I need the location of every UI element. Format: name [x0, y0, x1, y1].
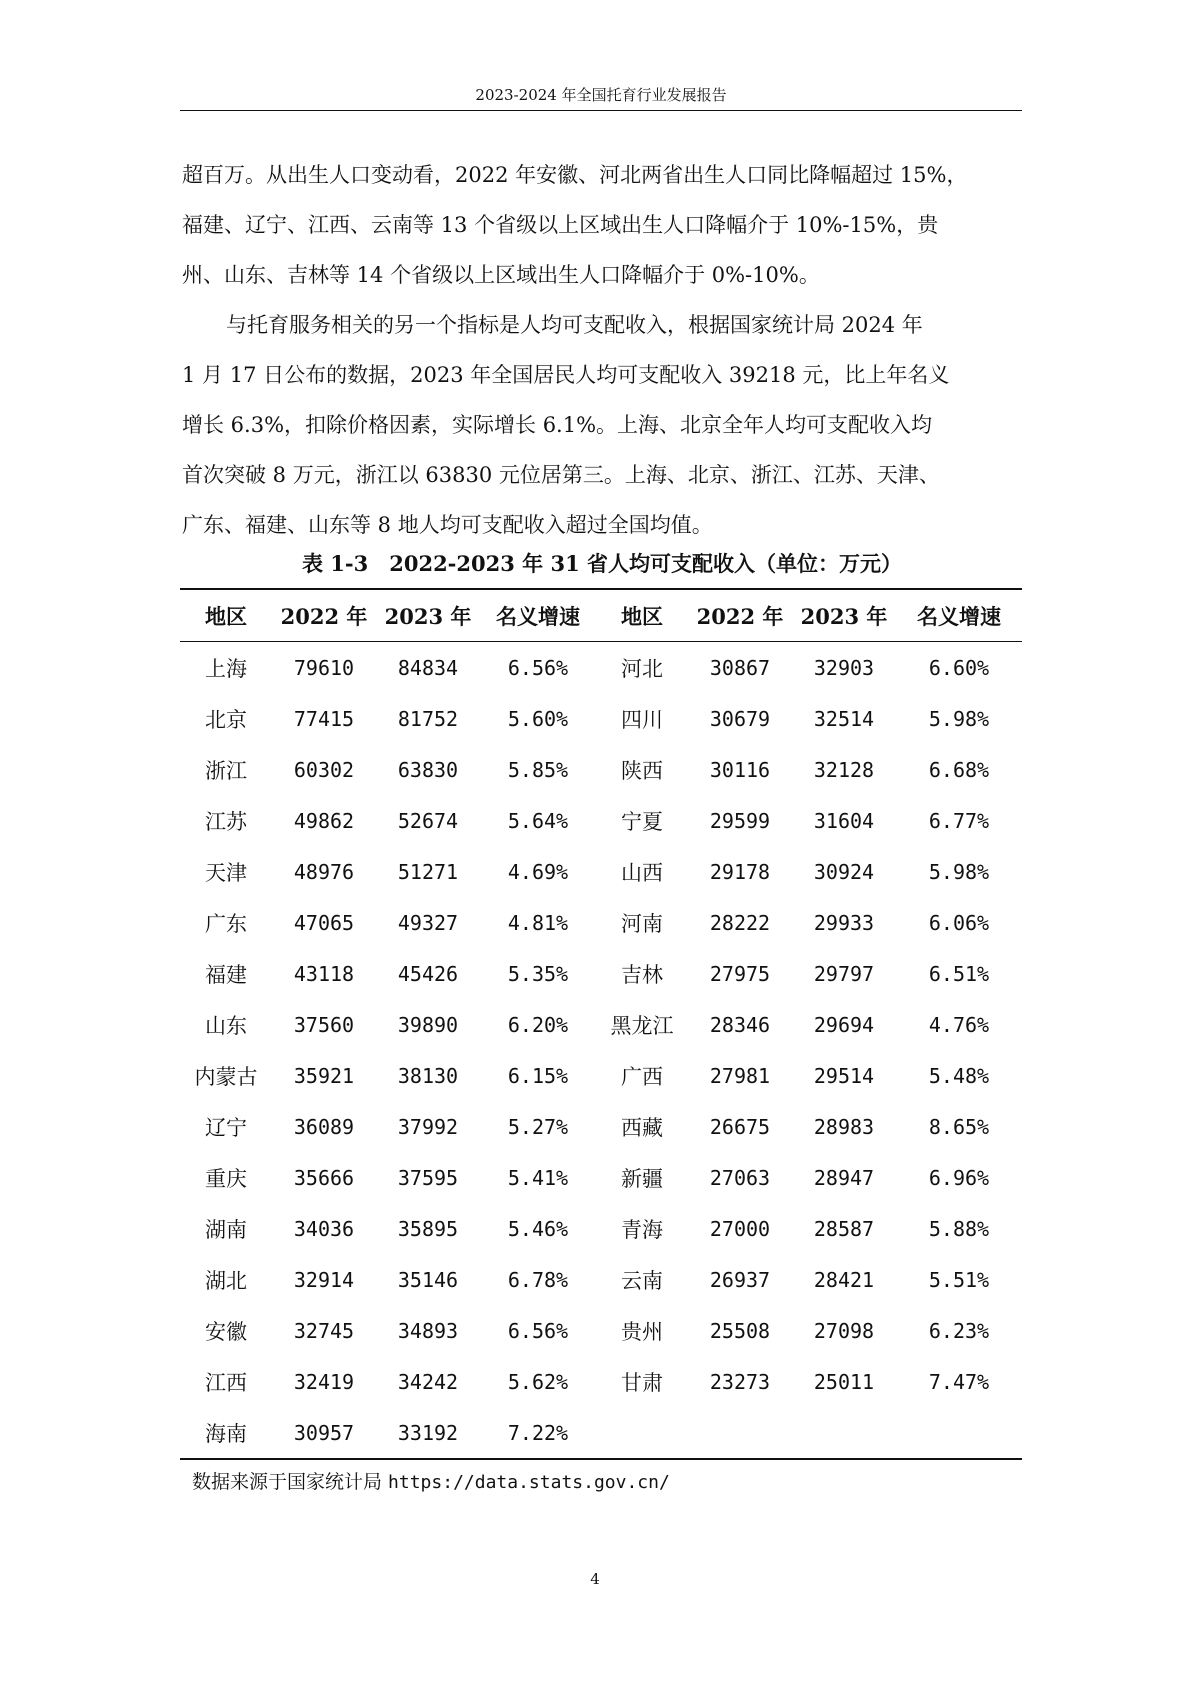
growth-rate-cell: 6.56%	[507, 1318, 569, 1343]
region-cell: 内蒙古	[194, 1064, 258, 1089]
column-header: 地区	[621, 603, 663, 629]
table-row	[180, 1203, 1022, 1254]
income-cell: 35146	[397, 1267, 459, 1292]
table-header-row	[180, 589, 1022, 642]
table-row	[180, 744, 1022, 795]
income-cell: 26937	[709, 1267, 771, 1292]
column-header: 2022 年	[696, 603, 784, 629]
income-cell: 84834	[397, 655, 459, 680]
region-cell: 宁夏	[621, 809, 663, 834]
region-cell: 浙江	[205, 758, 247, 783]
region-cell: 辽宁	[205, 1115, 247, 1140]
table-row	[180, 693, 1022, 744]
income-cell: 34036	[293, 1216, 355, 1241]
text-line: 州、山东、吉林等 14 个省级以上区域出生人口降幅介于 0%-10%。	[182, 263, 820, 287]
column-header: 名义增速	[496, 603, 580, 629]
income-cell: 35666	[293, 1165, 355, 1190]
income-cell: 39890	[397, 1012, 459, 1037]
page-number: 4	[590, 1570, 600, 1588]
region-cell: 甘肃	[621, 1370, 663, 1395]
income-cell: 38130	[397, 1063, 459, 1088]
income-cell: 34893	[397, 1318, 459, 1343]
growth-rate-cell: 5.41%	[507, 1165, 569, 1190]
text-line: 1 月 17 日公布的数据，2023 年全国居民人均可支配收入 39218 元，比上年名义	[182, 363, 950, 387]
growth-rate-cell: 6.78%	[507, 1267, 569, 1292]
income-cell: 30957	[293, 1420, 355, 1445]
income-cell: 29694	[813, 1012, 875, 1037]
income-cell: 28222	[709, 910, 771, 935]
region-cell: 河南	[621, 911, 663, 936]
paragraph-birth-population	[182, 150, 1022, 300]
region-cell: 新疆	[621, 1166, 663, 1191]
income-cell	[792, 1407, 896, 1459]
table-row	[180, 1407, 1022, 1459]
column-header: 地区	[205, 603, 247, 629]
growth-rate-cell: 5.62%	[507, 1369, 569, 1394]
growth-rate-cell: 6.23%	[928, 1318, 990, 1343]
region-cell	[596, 1407, 688, 1459]
table-row	[180, 999, 1022, 1050]
growth-rate-cell: 4.69%	[507, 859, 569, 884]
region-cell: 贵州	[621, 1319, 663, 1344]
income-cell: 30867	[709, 655, 771, 680]
income-cell: 28587	[813, 1216, 875, 1241]
income-cell: 32745	[293, 1318, 355, 1343]
region-cell: 山东	[205, 1013, 247, 1038]
income-cell: 32514	[813, 706, 875, 731]
income-cell: 27981	[709, 1063, 771, 1088]
income-cell: 26675	[709, 1114, 771, 1139]
region-cell: 重庆	[205, 1166, 247, 1191]
region-cell: 江苏	[205, 809, 247, 834]
growth-rate-cell: 5.60%	[507, 706, 569, 731]
income-cell: 27098	[813, 1318, 875, 1343]
region-cell: 陕西	[621, 758, 663, 783]
region-cell: 海南	[205, 1421, 247, 1446]
growth-rate-cell: 5.27%	[507, 1114, 569, 1139]
income-cell: 77415	[293, 706, 355, 731]
income-cell: 51271	[397, 859, 459, 884]
growth-rate-cell: 6.68%	[928, 757, 990, 782]
income-cell: 27000	[709, 1216, 771, 1241]
table-row	[180, 1305, 1022, 1356]
growth-rate-cell: 7.47%	[928, 1369, 990, 1394]
growth-rate-cell	[896, 1407, 1022, 1459]
column-header: 2023 年	[384, 603, 472, 629]
income-cell: 34242	[397, 1369, 459, 1394]
body-text	[182, 150, 1022, 550]
income-cell: 28346	[709, 1012, 771, 1037]
income-cell: 60302	[293, 757, 355, 782]
income-cell: 30116	[709, 757, 771, 782]
income-cell: 48976	[293, 859, 355, 884]
income-cell: 23273	[709, 1369, 771, 1394]
growth-rate-cell: 5.46%	[507, 1216, 569, 1241]
income-cell: 47065	[293, 910, 355, 935]
text-line: 福建、辽宁、江西、云南等 13 个省级以上区域出生人口降幅介于 10%-15%，贵	[182, 213, 939, 237]
income-cell: 63830	[397, 757, 459, 782]
income-cell: 45426	[397, 961, 459, 986]
text-line: 超百万。从出生人口变动看，2022 年安徽、河北两省出生人口同比降幅超过 15%，	[182, 163, 968, 187]
region-cell: 江西	[205, 1370, 247, 1395]
growth-rate-cell: 5.98%	[928, 859, 990, 884]
text-line: 广东、福建、山东等 8 地人均可支配收入超过全国均值。	[182, 513, 713, 537]
table-row	[180, 1152, 1022, 1203]
growth-rate-cell: 5.64%	[507, 808, 569, 833]
income-cell: 28947	[813, 1165, 875, 1190]
region-cell: 西藏	[621, 1115, 663, 1140]
paragraph-disposable-income	[182, 300, 1022, 550]
income-cell: 49862	[293, 808, 355, 833]
growth-rate-cell: 5.51%	[928, 1267, 990, 1292]
table-row	[180, 642, 1022, 694]
income-cell: 31604	[813, 808, 875, 833]
income-cell: 25508	[709, 1318, 771, 1343]
income-cell: 37560	[293, 1012, 355, 1037]
growth-rate-cell: 6.56%	[507, 655, 569, 680]
text-line: 与托育服务相关的另一个指标是人均可支配收入，根据国家统计局 2024 年	[226, 313, 923, 337]
growth-rate-cell: 6.20%	[507, 1012, 569, 1037]
table-row	[180, 1101, 1022, 1152]
income-cell: 79610	[293, 655, 355, 680]
growth-rate-cell: 5.35%	[507, 961, 569, 986]
income-cell	[688, 1407, 792, 1459]
region-cell: 黑龙江	[610, 1013, 674, 1038]
region-cell: 湖北	[205, 1268, 247, 1293]
region-cell: 安徽	[205, 1319, 247, 1344]
region-cell: 上海	[205, 656, 247, 681]
table-row	[180, 1254, 1022, 1305]
growth-rate-cell: 5.88%	[928, 1216, 990, 1241]
region-cell: 福建	[205, 962, 247, 987]
income-cell: 28983	[813, 1114, 875, 1139]
running-header: 2023-2024 年全国托育行业发展报告	[475, 86, 727, 104]
income-cell: 37992	[397, 1114, 459, 1139]
text-line: 首次突破 8 万元，浙江以 63830 元位居第三。上海、北京、浙江、江苏、天津、	[182, 463, 940, 487]
income-cell: 29178	[709, 859, 771, 884]
income-cell: 37595	[397, 1165, 459, 1190]
growth-rate-cell: 8.65%	[928, 1114, 990, 1139]
table-row	[180, 1050, 1022, 1101]
income-cell: 30679	[709, 706, 771, 731]
growth-rate-cell: 5.98%	[928, 706, 990, 731]
growth-rate-cell: 6.96%	[928, 1165, 990, 1190]
income-cell: 81752	[397, 706, 459, 731]
column-header: 名义增速	[917, 603, 1001, 629]
growth-rate-cell: 6.15%	[507, 1063, 569, 1088]
table-row	[180, 795, 1022, 846]
header-rule	[180, 110, 1022, 111]
growth-rate-cell: 6.51%	[928, 961, 990, 986]
growth-rate-cell: 4.76%	[928, 1012, 990, 1037]
table-row	[180, 948, 1022, 999]
growth-rate-cell: 7.22%	[507, 1420, 569, 1445]
source-url: https://data.stats.gov.cn/	[388, 1472, 670, 1493]
income-cell: 27975	[709, 961, 771, 986]
growth-rate-cell: 6.77%	[928, 808, 990, 833]
income-cell: 30924	[813, 859, 875, 884]
growth-rate-cell: 5.48%	[928, 1063, 990, 1088]
region-cell: 四川	[621, 707, 663, 732]
income-cell: 49327	[397, 910, 459, 935]
region-cell: 北京	[205, 707, 247, 732]
income-cell: 29933	[813, 910, 875, 935]
income-table-wrapper	[180, 588, 1022, 1460]
income-cell: 33192	[397, 1420, 459, 1445]
growth-rate-cell: 6.60%	[928, 655, 990, 680]
table-body	[180, 642, 1022, 1460]
income-cell: 32903	[813, 655, 875, 680]
income-cell: 27063	[709, 1165, 771, 1190]
source-label: 数据来源于国家统计局	[192, 1471, 389, 1493]
growth-rate-cell: 4.81%	[507, 910, 569, 935]
income-cell: 35921	[293, 1063, 355, 1088]
text-line: 增长 6.3%，扣除价格因素，实际增长 6.1%。上海、北京全年人均可支配收入均	[182, 413, 933, 437]
growth-rate-cell: 5.85%	[507, 757, 569, 782]
income-cell: 29599	[709, 808, 771, 833]
income-table	[180, 588, 1022, 1460]
column-header: 2022 年	[280, 603, 368, 629]
table-row	[180, 846, 1022, 897]
table-row	[180, 897, 1022, 948]
region-cell: 广东	[205, 911, 247, 936]
region-cell: 吉林	[621, 962, 663, 987]
income-cell: 28421	[813, 1267, 875, 1292]
region-cell: 广西	[621, 1064, 663, 1089]
region-cell: 云南	[621, 1268, 663, 1293]
income-cell: 32914	[293, 1267, 355, 1292]
income-cell: 36089	[293, 1114, 355, 1139]
income-cell: 29514	[813, 1063, 875, 1088]
data-source-note	[192, 1467, 670, 1494]
income-cell: 35895	[397, 1216, 459, 1241]
income-cell: 52674	[397, 808, 459, 833]
region-cell: 天津	[205, 860, 247, 885]
growth-rate-cell: 6.06%	[928, 910, 990, 935]
income-cell: 29797	[813, 961, 875, 986]
region-cell: 河北	[621, 656, 663, 681]
income-cell: 32419	[293, 1369, 355, 1394]
table-row	[180, 1356, 1022, 1407]
region-cell: 青海	[621, 1217, 663, 1242]
column-header: 2023 年	[800, 603, 888, 629]
region-cell: 湖南	[205, 1217, 247, 1242]
region-cell: 山西	[621, 860, 663, 885]
income-cell: 43118	[293, 961, 355, 986]
table-title: 表 1-3 2022-2023 年 31 省人均可支配收入（单位：万元）	[301, 551, 903, 576]
income-cell: 25011	[813, 1369, 875, 1394]
income-cell: 32128	[813, 757, 875, 782]
